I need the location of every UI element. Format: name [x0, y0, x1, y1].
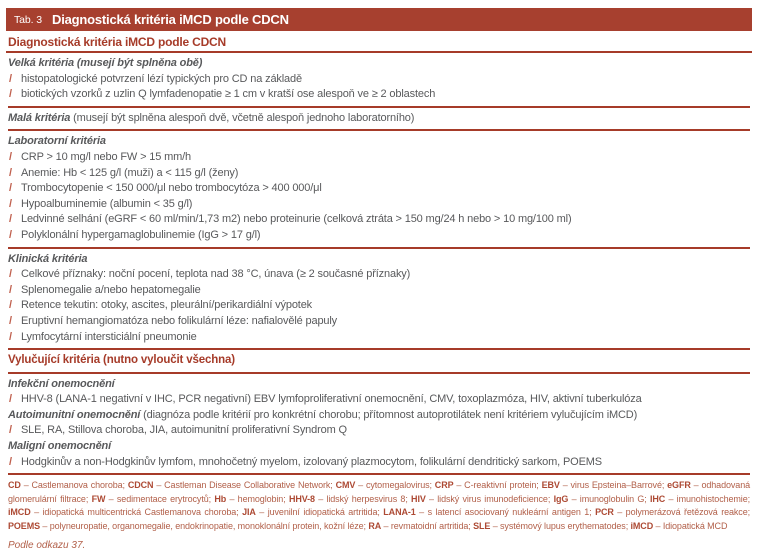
criteria-item-text: Retence tekutin: otoky, ascites, pleurální/perikardiální výpotek — [21, 299, 313, 312]
slash-bullet-icon: / — [9, 424, 12, 437]
abbreviation-definition: – s latencí asociovaný nukleární antigen 1; — [415, 507, 596, 518]
criteria-item — [8, 267, 750, 283]
abbreviation-definition: – C-reaktivní protein; — [453, 480, 542, 491]
slash-bullet-icon: / — [9, 88, 12, 101]
section-heading-label: Laboratorní kritéria — [8, 135, 106, 148]
section-heading — [8, 252, 750, 268]
abbreviation-term: iMCD — [630, 520, 654, 531]
slash-bullet-icon: / — [9, 228, 12, 241]
abbreviation-term: IHC — [649, 493, 666, 504]
criteria-item-text: Lymfocytární intersticiální pneumonie — [21, 330, 197, 343]
slash-bullet-icon: / — [9, 197, 12, 210]
abbreviation-term: JIA — [242, 507, 256, 518]
criteria-item — [8, 392, 750, 408]
criteria-item-text: Splenomegalie a/nebo hepatomegalie — [21, 283, 201, 296]
abbreviation-term: iMCD — [8, 507, 31, 518]
criteria-item-text: SLE, RA, Stillova choroba, JIA, autoimunitní proliferativní Syndrom Q — [21, 424, 347, 437]
abbreviation-definition: – lidský virus imunodeficience; — [425, 493, 554, 504]
abbreviation-term: RA — [368, 520, 382, 531]
slash-bullet-icon: / — [9, 283, 12, 296]
criteria-item — [8, 150, 750, 166]
section-divider — [8, 372, 750, 374]
section-heading-label: Maligní onemocnění — [8, 440, 112, 453]
criteria-item — [8, 181, 750, 197]
section-heading — [8, 56, 750, 72]
criteria-item — [8, 228, 750, 244]
section-divider — [8, 348, 750, 350]
slash-bullet-icon: / — [9, 182, 12, 195]
criteria-item-text: biotických vzorků z uzlin Q lymfadenopatie ≥ 1 cm v kratší ose alespoň ve ≥ 2 oblastech — [21, 88, 436, 101]
abbreviation-term: CD — [8, 480, 21, 491]
criteria-item-text: Anemie: Hb < 125 g/l (muži) a < 115 g/l (ženy) — [21, 166, 239, 179]
criteria-item — [8, 298, 750, 314]
criteria-item-text: CRP > 10 mg/l nebo FW > 15 mm/h — [21, 150, 191, 163]
abbreviation-term: SLE — [473, 520, 491, 531]
section-heading — [8, 408, 750, 424]
section-heading-note: (diagnóza podle kritérií pro konkrétní chorobu; přítomnost autoprotilátek není kritériem vylučujícím iMCD) — [140, 408, 638, 421]
abbreviation-definition: – Idiopatická MCD — [653, 520, 728, 531]
slash-bullet-icon: / — [9, 166, 12, 179]
abbreviation-definition: – imunoglobulin G; — [568, 493, 650, 504]
abbreviation-definition: – juvenilní idiopatická artritida; — [255, 507, 384, 518]
section-heading — [8, 111, 750, 127]
abbreviation-definition: – imunohistochemie; — [665, 493, 751, 504]
abbreviation-term: HIV — [411, 493, 426, 504]
slash-bullet-icon: / — [9, 213, 12, 226]
abbreviation-term: POEMS — [8, 520, 41, 531]
criteria-item-text: Eruptivní hemangiomatóza nebo folikulární léze: nafialovělé papuly — [21, 314, 338, 327]
criteria-item-text: Trombocytopenie < 150 000/μl nebo trombocytóza > 400 000/μl — [21, 182, 322, 195]
criteria-item — [8, 212, 750, 228]
abbreviation-term: EBV — [541, 480, 560, 491]
section-heading-note: (musejí být splněna alespoň dvě, včetně alespoň jednoho laboratorního) — [70, 111, 415, 124]
criteria-item-text: histopatologické potvrzení lézí typických pro CD na základě — [21, 72, 302, 85]
section-heading-label: Autoimunitní onemocnění — [8, 408, 141, 421]
abbreviation-term: eGFR — [667, 480, 691, 491]
abbreviation-term: FW — [91, 493, 106, 504]
section-divider — [8, 473, 750, 475]
section-heading-label: Malá kritéria — [8, 111, 71, 124]
criteria-item — [8, 197, 750, 213]
table-number: Tab. 3 — [14, 13, 43, 26]
abbreviation-definition: – revmatoidní artritida; — [381, 520, 474, 531]
abbreviation-definition: – idiopatická multicentrická Castlemanova choroba; — [30, 507, 243, 518]
section-divider — [8, 247, 750, 249]
table-subtitle: Diagnostická kritéria iMCD podle CDCN — [6, 31, 752, 53]
criteria-rows — [6, 53, 752, 475]
abbreviation-term: CMV — [335, 480, 356, 491]
criteria-item — [8, 283, 750, 299]
abbreviation-definition: – odhadovaná glomerulární filtrace; — [8, 480, 751, 504]
abbreviation-definition: – cytomegalovirus; — [355, 480, 435, 491]
table-title-bar — [6, 8, 752, 31]
abbreviation-term: CRP — [434, 480, 454, 491]
slash-bullet-icon: / — [9, 268, 12, 281]
table-title: Diagnostická kritéria iMCD podle CDCN — [52, 12, 289, 27]
criteria-item-text: Hodgkinův a non-Hodgkinův lymfom, mnohočetný myelom, izolovaný plazmocytom, folikulární dendritický sarkom, POEMS — [21, 455, 602, 468]
abbreviation-term: IgG — [553, 493, 569, 504]
abbreviation-term: Hb — [214, 493, 227, 504]
criteria-item-text: HHV-8 (LANA-1 negativní v IHC, PCR negativní) EBV lymfoproliferativní onemocnění, CMV, toxoplazmóza, HIV, aktivní tuberkulóza — [21, 393, 642, 406]
abbreviation-definition: – polyneuropatie, organomegalie, endokrinopatie, monoklonální protein, kožní léze; — [40, 520, 369, 531]
criteria-item-text: Polyklonální hypergamaglobulinemie (IgG > 17 g/l) — [21, 228, 261, 241]
criteria-item — [8, 72, 750, 88]
section-heading-label: Klinická kritéria — [8, 252, 88, 265]
abbreviation-footnote — [6, 479, 752, 533]
criteria-item — [8, 314, 750, 330]
criteria-item — [8, 455, 750, 471]
slash-bullet-icon: / — [9, 314, 12, 327]
abbreviation-term: HHV-8 — [288, 493, 315, 504]
slash-bullet-icon: / — [9, 72, 12, 85]
exclusion-heading-label: Vylučující kritéria (nutno vyloučit všechna) — [8, 354, 235, 367]
abbreviation-definition: – Castlemanova choroba; — [20, 480, 128, 491]
abbreviation-term: CDCN — [127, 480, 154, 491]
criteria-item — [8, 423, 750, 439]
slash-bullet-icon: / — [9, 455, 12, 468]
criteria-item — [8, 166, 750, 182]
section-heading-label: Velká kritéria (musejí být splněna obě) — [8, 57, 203, 69]
section-heading — [8, 134, 750, 150]
criteria-item-text: Celkové příznaky: noční pocení, teplota nad 38 °C, únava (≥ 2 současné příznaky) — [21, 268, 411, 281]
abbreviation-definition: – lidský herpesvirus 8; — [314, 493, 412, 504]
section-divider — [8, 106, 750, 108]
slash-bullet-icon: / — [9, 299, 12, 312]
criteria-item-text: Hypoalbuminemie (albumin < 35 g/l) — [21, 197, 193, 210]
slash-bullet-icon: / — [9, 330, 12, 343]
section-heading — [8, 439, 750, 455]
slash-bullet-icon: / — [9, 150, 12, 163]
reference-note: Podle odkazu 37. — [8, 540, 86, 552]
section-divider — [8, 129, 750, 131]
abbreviation-definition: – hemoglobin; — [226, 493, 289, 504]
criteria-item-text: Ledvinné selhání (eGRF < 60 ml/min/1,73 m2) nebo proteinurie (celková ztráta > 150 mg/24 h nebo > 10 mg/100 ml) — [21, 213, 572, 226]
abbreviation-definition: – polymerázová řetězová reakce; — [613, 507, 751, 518]
section-heading-label: Infekční onemocnění — [8, 377, 115, 390]
abbreviation-term: PCR — [595, 507, 614, 518]
criteria-item — [8, 87, 750, 103]
abbreviation-definition: – sedimentace erytrocytů; — [105, 493, 215, 504]
abbreviation-definition: – systémový lupus erythematodes; — [490, 520, 631, 531]
abbreviation-term: LANA-1 — [383, 507, 416, 518]
abbreviation-definition: – Castleman Disease Collaborative Network; — [153, 480, 336, 491]
exclusion-heading — [8, 353, 750, 369]
section-heading — [8, 377, 750, 393]
abbreviation-definition: – virus Epsteina–Barrové; — [559, 480, 668, 491]
slash-bullet-icon: / — [9, 393, 12, 406]
criteria-item — [8, 330, 750, 346]
